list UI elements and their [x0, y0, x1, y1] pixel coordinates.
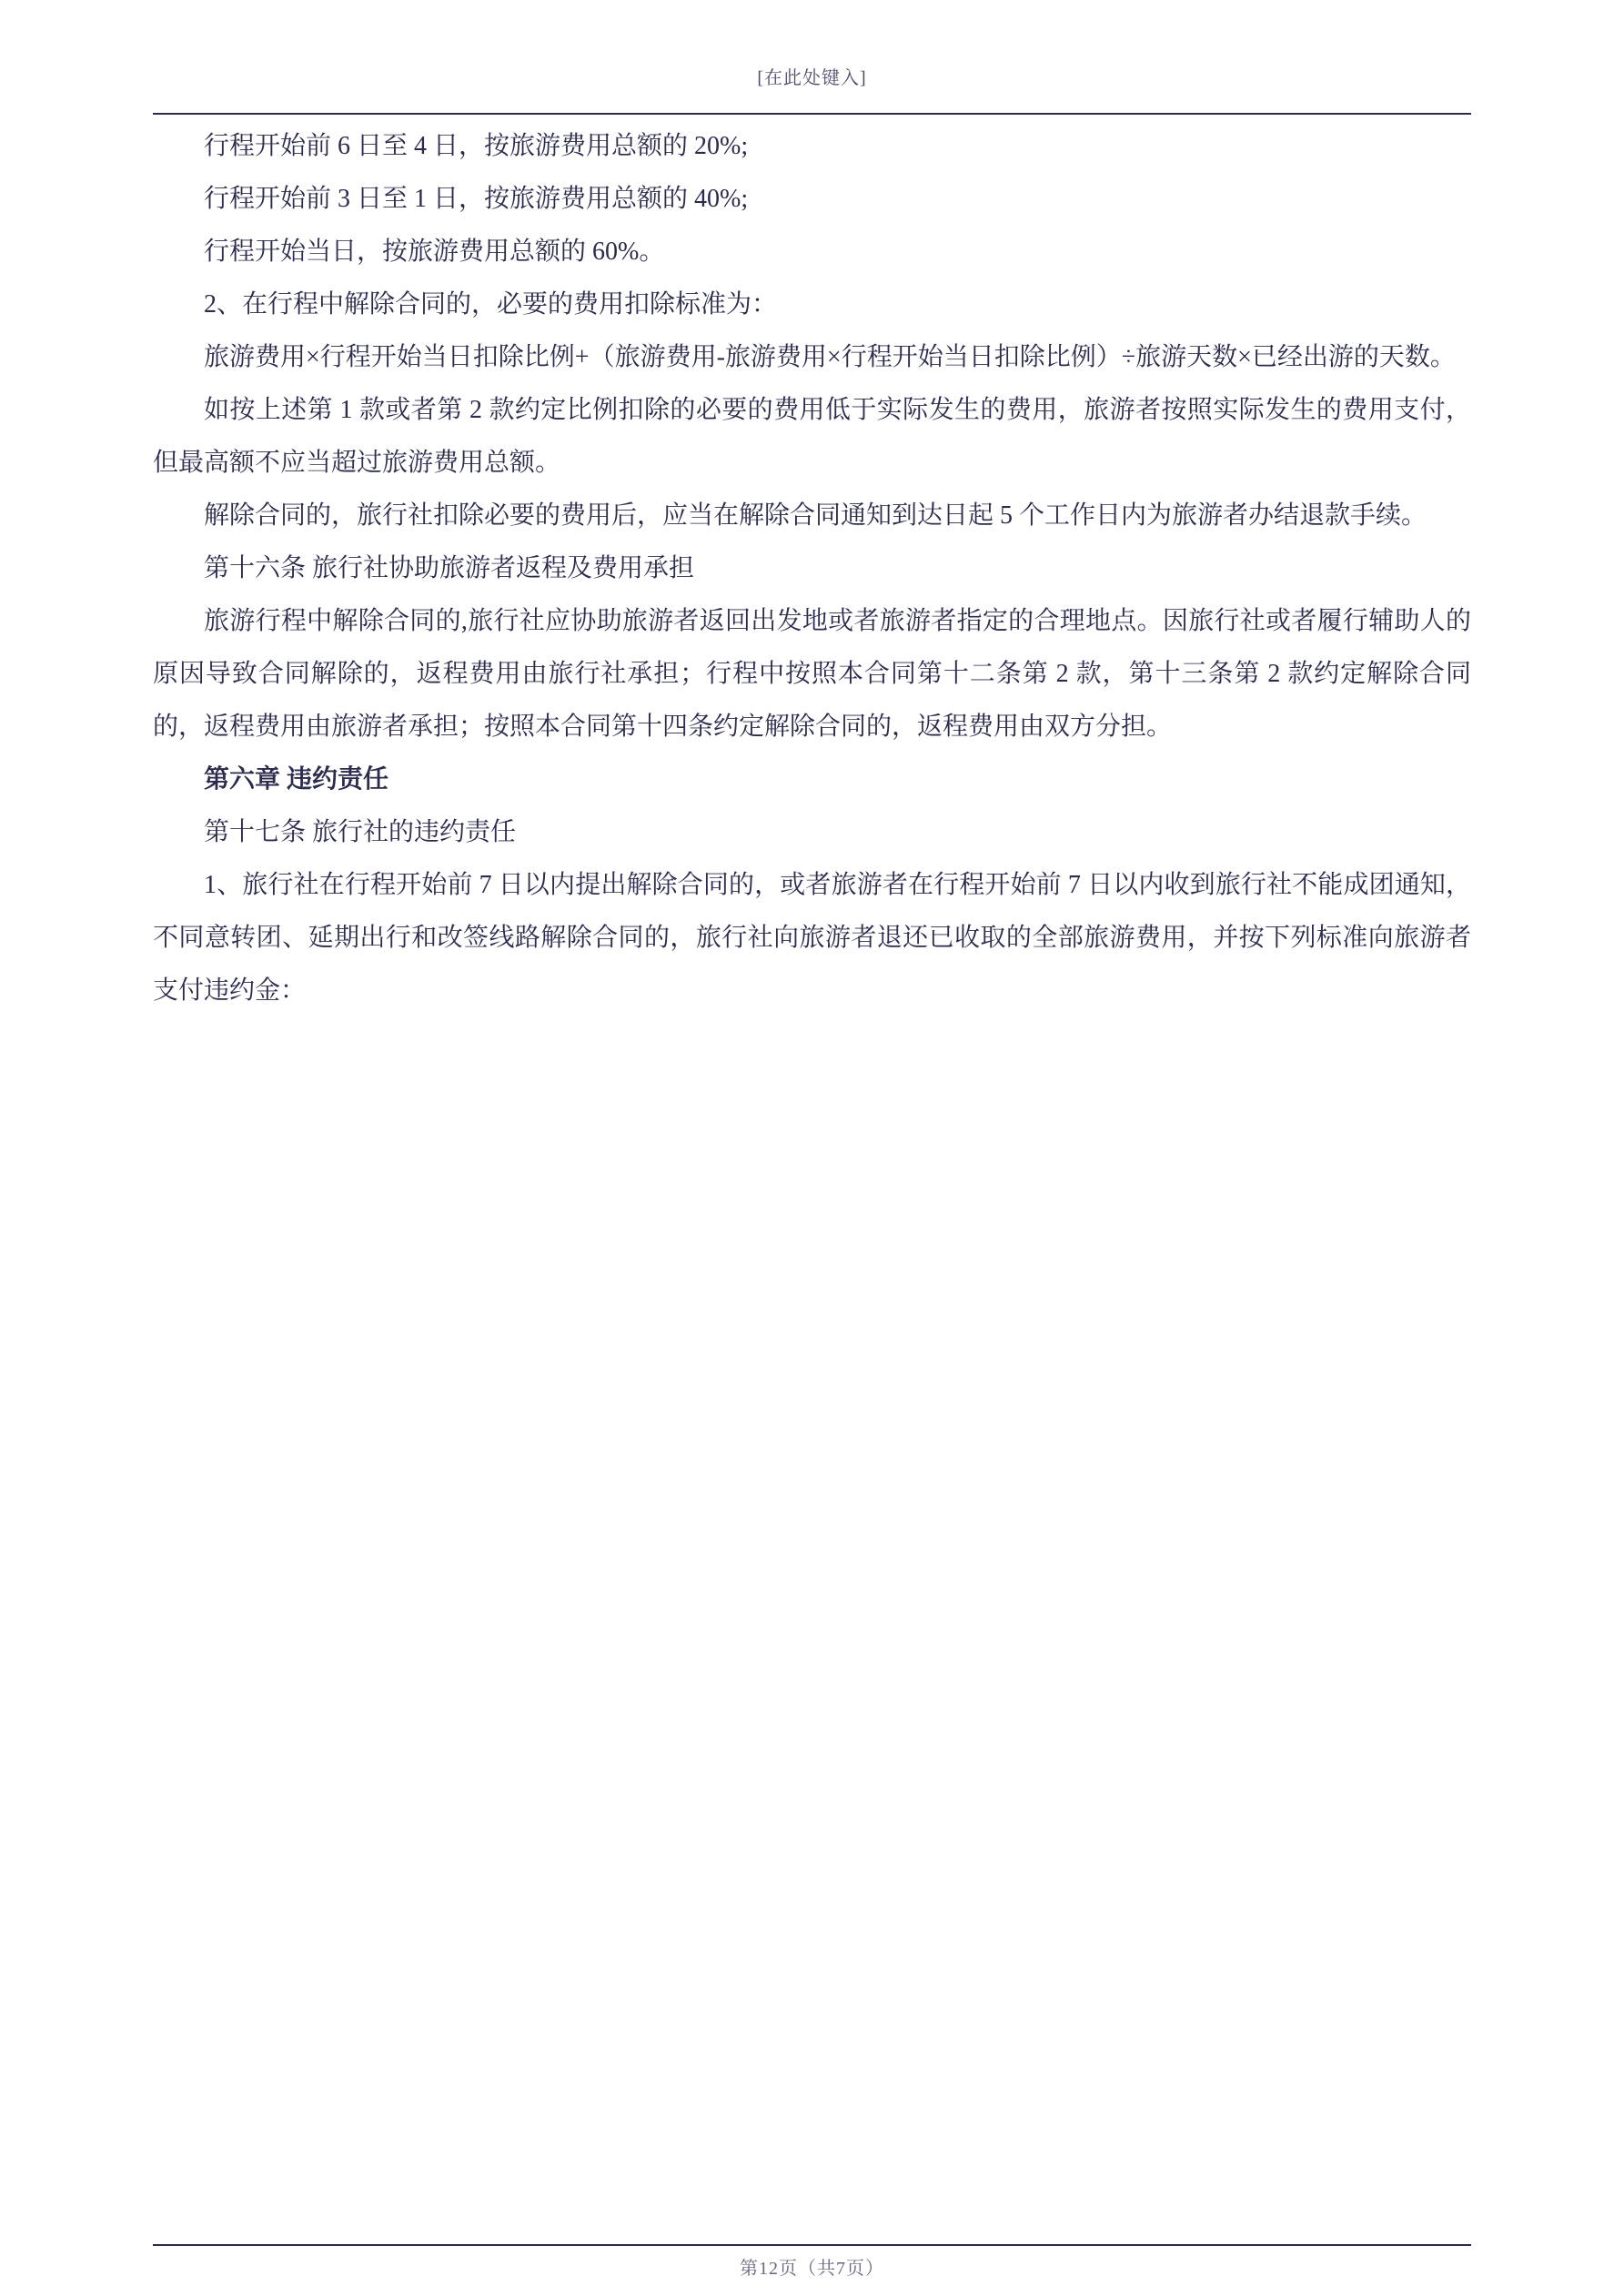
- paragraph-cancel-fee-3-1-days: 行程开始前 3 日至 1 日，按旅游费用总额的 40%;: [204, 185, 749, 213]
- paragraph-article-16-body: 旅游行程中解除合同的,旅行社应协助旅游者返回出发地或者旅游者指定的合理地点。因旅行社或者履行辅助人的原因导致合同解除的，返程费用由旅行社承担；行程中按照本合同第十二条第 2 款，第十三条第 2 款约定解除合同的，返程费用由旅游者承担；按照本合同第十四条约定解除合同的，返程费用由双方分担。: [153, 607, 1471, 741]
- paragraph-actual-cost-rule: 如按上述第 1 款或者第 2 款约定比例扣除的必要的费用低于实际发生的费用，旅游者按照实际发生的费用支付，但最高额不应当超过旅游费用总额。: [153, 396, 1471, 477]
- paragraph-cancel-fee-6-4-days: 行程开始前 6 日至 4 日，按旅游费用总额的 20%;: [204, 132, 749, 160]
- page-header: [153, 0, 1471, 115]
- page-footer: [153, 2244, 1471, 2280]
- heading-article-17: 第十七条 旅行社的违约责任: [204, 818, 517, 846]
- paragraph-cancel-fee-same-day: 行程开始当日，按旅游费用总额的 60%。: [204, 238, 665, 266]
- paragraph-fee-formula: 旅游费用×行程开始当日扣除比例+（旅游费用-旅游费用×行程开始当日扣除比例）÷旅游天数×已经出游的天数。: [204, 343, 1456, 371]
- heading-chapter-6: 第六章 违约责任: [204, 765, 389, 794]
- page-number: 第12页（共7页）: [740, 2259, 884, 2279]
- paragraph-clause-2-intro: 2、在行程中解除合同的，必要的费用扣除标准为：: [204, 290, 778, 319]
- header-text: [在此处键入]: [757, 68, 867, 88]
- heading-article-16: 第十六条 旅行社协助旅游者返程及费用承担: [204, 554, 695, 582]
- paragraph-article-17-body: 1、旅行社在行程开始前 7 日以内提出解除合同的，或者旅游者在行程开始前 7 日以内收到旅行社不能成团通知，不同意转团、延期出行和改签线路解除合同的，旅行社向旅游者退还已收取的全部旅游费用，并按下列标准向旅游者支付违约金：: [153, 871, 1471, 1005]
- paragraph-refund-deadline: 解除合同的，旅行社扣除必要的费用后，应当在解除合同通知到达日起 5 个工作日内为旅游者办结退款手续。: [204, 501, 1427, 530]
- document-body: [153, 115, 1471, 1017]
